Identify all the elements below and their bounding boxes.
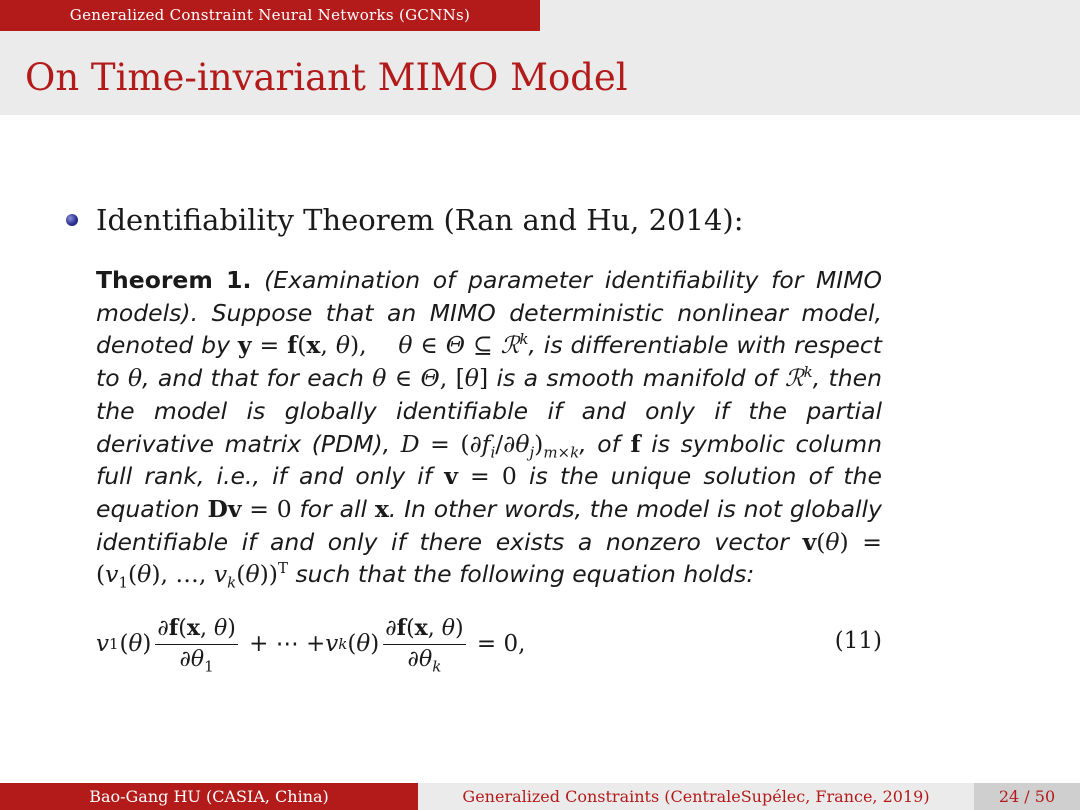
theorem-text-2: , is differentiable with respect to — [96, 331, 882, 393]
footer — [0, 783, 1080, 810]
formula-model: y = f(x, θ), θ ∈ Θ ⊆ ℛ$^k$ — [237, 330, 529, 360]
formula-vector: $v(\theta) = (v_1(\theta)$, …, $v_k(\theta))^T$ — [96, 527, 882, 593]
theorem-block — [96, 264, 882, 591]
fraction-k: $\frac{\partial f(x, \theta)}{\partial\theta_k}$ — [385, 615, 464, 676]
formula-rk: ℛ$^k$ — [784, 363, 813, 393]
slide-title: On Time-invariant MIMO Model — [25, 56, 628, 99]
section-title: Generalized Constraint Neural Networks (GCNNs) — [0, 0, 540, 31]
theorem-text-1: Suppose that an MIMO deterministic nonlinear model, denoted by — [96, 298, 882, 360]
formula-dv: Dv = 0 — [207, 494, 292, 523]
bullet-icon — [66, 214, 78, 226]
theorem-text-7: is symbolic column full rank, i.e., if and only if — [96, 429, 882, 491]
theorem-text-9: for all — [299, 494, 368, 523]
theorem-text-3: , and that for each — [142, 364, 364, 393]
theorem-label: Theorem 1. — [96, 266, 252, 294]
equation-formula: v 1 ( θ ) $\frac{\partial f(x, \theta)}{\partial\theta_1}$ + ⋯ + v k ( θ ) $\frac{\partial f(x, \theta)}{\partial\theta_k}$ = 0, — [96, 615, 526, 676]
theorem-text-8: is the unique solution of the equation — [96, 462, 882, 523]
theorem-text-6: , of — [579, 429, 620, 458]
theorem-text-11: such that the following equation holds: — [295, 560, 755, 589]
footer-talk-title: Generalized Constraints (CentraleSupélec, France, 2019) — [418, 783, 974, 810]
formula-x: x — [374, 494, 389, 523]
footer-page-number: 24 / 50 — [974, 783, 1080, 810]
equation-11 — [96, 608, 882, 680]
theorem-caption: (Examination of parameter identifiability for MIMO models). — [96, 266, 882, 327]
bullet-text: Identifiability Theorem (Ran and Hu, 2014): — [96, 203, 744, 237]
footer-author: Bao-Gang HU (CASIA, China) — [0, 783, 418, 810]
theorem-text-5: , then the model is globally identifiable if and only if the partial derivative matrix (PDM), — [96, 364, 882, 458]
fraction-1: $\frac{\partial f(x, \theta)}{\partial\theta_1}$ — [157, 615, 236, 676]
formula-v-zero: v = 0 — [444, 462, 517, 491]
formula-pdm: $D = (\partial f_i/\partial\theta_j)_{m\times k}$ — [400, 429, 580, 462]
equation-number: (11) — [834, 628, 882, 654]
formula-f: f — [630, 429, 641, 458]
formula-theta: θ — [127, 364, 143, 393]
theorem-text-10: . In other words, the model is not globally identifiable if and only if there exists a nonzero vector — [96, 494, 882, 556]
formula-theta-set: θ ∈ Θ, [θ] — [372, 364, 489, 393]
theorem-text-4: is a smooth manifold of — [496, 364, 777, 393]
